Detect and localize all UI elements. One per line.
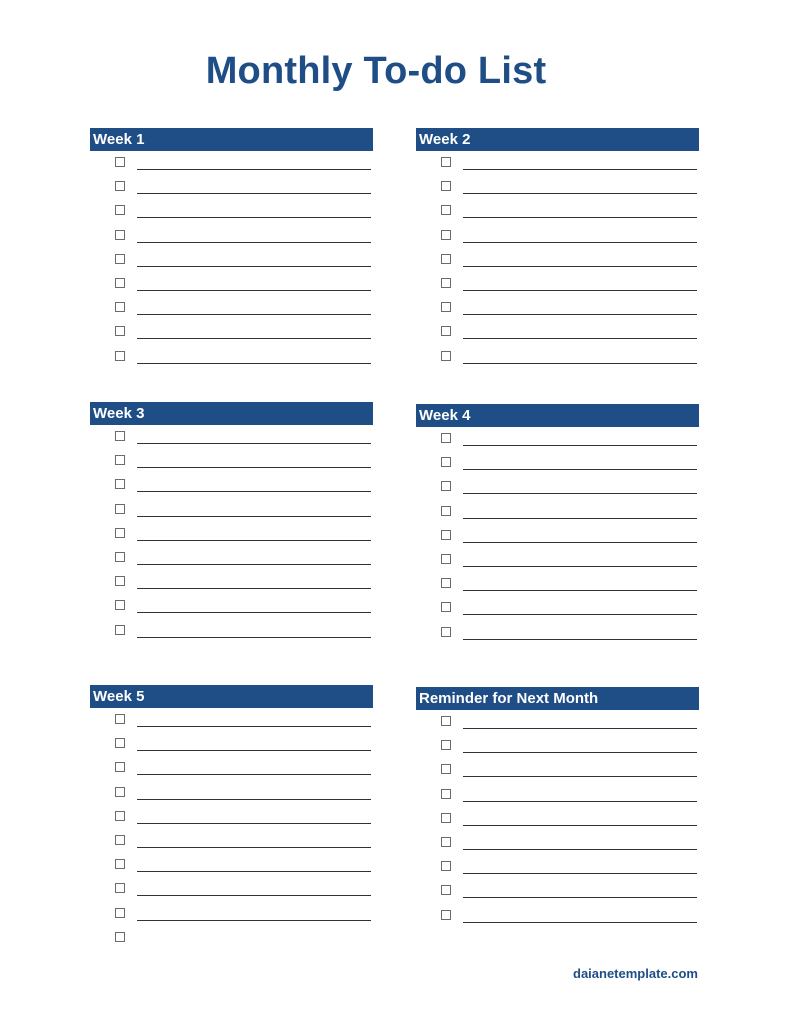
task-line[interactable] [463,873,697,874]
checkbox-icon[interactable] [441,278,451,288]
task-line[interactable] [463,338,697,339]
checkbox-icon[interactable] [115,230,125,240]
task-row [416,320,699,344]
section-week-3 [90,402,373,643]
checkbox-icon[interactable] [441,861,451,871]
task-row [416,621,699,645]
task-list [416,151,699,369]
task-row [90,498,373,522]
checkbox-icon[interactable] [441,885,451,895]
task-row [416,734,699,758]
task-line[interactable] [137,895,371,896]
page-title: Monthly To-do List [205,50,547,92]
checkbox-icon[interactable] [115,205,125,215]
task-line[interactable] [463,776,697,777]
task-line[interactable] [463,518,697,519]
checkbox-icon[interactable] [115,528,125,538]
task-line[interactable] [463,849,697,850]
checkbox-icon[interactable] [115,835,125,845]
checkbox-icon[interactable] [441,740,451,750]
task-row [90,902,373,926]
task-row [90,151,373,175]
task-row [416,451,699,475]
task-row [90,449,373,473]
checkbox-icon[interactable] [441,205,451,215]
checkbox-icon[interactable] [115,431,125,441]
task-row [416,904,699,928]
checkbox-icon[interactable] [441,578,451,588]
task-line[interactable] [463,801,697,802]
section-week-2 [416,128,699,369]
task-line[interactable] [463,897,697,898]
task-line[interactable] [463,363,697,364]
task-row [416,475,699,499]
task-row [416,879,699,903]
checkbox-icon[interactable] [441,789,451,799]
task-line[interactable] [137,242,371,243]
task-row [416,151,699,175]
task-line[interactable] [137,467,371,468]
checkbox-icon[interactable] [115,278,125,288]
checkbox-icon[interactable] [441,481,451,491]
checkbox-icon[interactable] [115,932,125,942]
checkbox-icon[interactable] [115,714,125,724]
task-line[interactable] [137,491,371,492]
checkbox-icon[interactable] [115,455,125,465]
checkbox-icon[interactable] [115,762,125,772]
task-line[interactable] [463,614,697,615]
task-row [90,425,373,449]
checkbox-icon[interactable] [441,627,451,637]
task-line[interactable] [137,588,371,589]
task-row [90,546,373,570]
checkbox-icon[interactable] [441,530,451,540]
checkbox-icon[interactable] [115,787,125,797]
task-line[interactable] [137,637,371,638]
task-row [90,296,373,320]
section-header: Week 1 [90,128,373,151]
task-row [90,345,373,369]
task-row [90,756,373,780]
section-week-4 [416,404,699,645]
task-line[interactable] [463,590,697,591]
task-line[interactable] [463,193,697,194]
checkbox-icon[interactable] [115,908,125,918]
task-row [90,732,373,756]
task-row [90,248,373,272]
checkbox-icon[interactable] [441,716,451,726]
checkbox-icon[interactable] [441,254,451,264]
task-row [416,175,699,199]
task-line[interactable] [137,338,371,339]
task-row [416,807,699,831]
task-line[interactable] [463,469,697,470]
checkbox-icon[interactable] [115,479,125,489]
checkbox-icon[interactable] [115,576,125,586]
task-line[interactable] [137,920,371,921]
task-line[interactable] [463,266,697,267]
task-row [90,272,373,296]
task-row [416,831,699,855]
task-line[interactable] [137,799,371,800]
checkbox-icon[interactable] [115,302,125,312]
task-row [90,522,373,546]
task-line[interactable] [463,728,697,729]
checkbox-icon[interactable] [441,602,451,612]
checkbox-icon[interactable] [115,181,125,191]
checkbox-icon[interactable] [115,504,125,514]
task-row [416,855,699,879]
task-line[interactable] [137,726,371,727]
checkbox-icon[interactable] [115,351,125,361]
task-line[interactable] [463,752,697,753]
task-row [416,783,699,807]
task-line[interactable] [137,871,371,872]
task-list [416,710,699,928]
checkbox-icon[interactable] [441,837,451,847]
task-line[interactable] [463,493,697,494]
task-line[interactable] [137,516,371,517]
task-line[interactable] [463,922,697,923]
task-line[interactable] [463,217,697,218]
task-row [416,596,699,620]
task-list [90,425,373,643]
task-row [90,877,373,901]
checkbox-icon[interactable] [441,457,451,467]
section-header: Week 5 [90,685,373,708]
task-row [416,272,699,296]
task-row [90,320,373,344]
checkbox-icon[interactable] [115,859,125,869]
task-line[interactable] [137,847,371,848]
checkbox-icon[interactable] [441,433,451,443]
task-line[interactable] [137,564,371,565]
task-row [416,345,699,369]
task-line[interactable] [137,217,371,218]
task-line[interactable] [137,266,371,267]
task-row [90,224,373,248]
task-row [416,248,699,272]
task-line[interactable] [463,825,697,826]
task-row [416,524,699,548]
checkbox-icon[interactable] [441,351,451,361]
section-header: Reminder for Next Month [416,687,699,710]
task-row [416,758,699,782]
task-row [90,473,373,497]
task-line[interactable] [463,639,697,640]
task-row [90,853,373,877]
checkbox-icon[interactable] [441,230,451,240]
task-row [416,500,699,524]
task-row [90,199,373,223]
task-line[interactable] [137,314,371,315]
task-line[interactable] [137,443,371,444]
task-list [90,708,373,950]
checkbox-icon[interactable] [115,625,125,635]
checkbox-icon[interactable] [115,326,125,336]
section-week-1 [90,128,373,369]
task-line[interactable] [137,774,371,775]
checkbox-icon[interactable] [441,813,451,823]
task-line[interactable] [137,823,371,824]
checkbox-icon[interactable] [441,157,451,167]
task-row [90,926,373,950]
task-line[interactable] [137,193,371,194]
checkbox-icon[interactable] [441,910,451,920]
checkbox-icon[interactable] [441,506,451,516]
task-line[interactable] [137,750,371,751]
task-line[interactable] [137,540,371,541]
checkbox-icon[interactable] [441,554,451,564]
task-line[interactable] [463,566,697,567]
task-list [416,427,699,645]
task-line[interactable] [463,169,697,170]
checkbox-icon[interactable] [115,600,125,610]
section-week-5 [90,685,373,950]
checkbox-icon[interactable] [115,157,125,167]
task-line[interactable] [463,542,697,543]
task-line[interactable] [463,242,697,243]
task-row [90,619,373,643]
checkbox-icon[interactable] [115,811,125,821]
checkbox-icon[interactable] [441,764,451,774]
section-header: Week 2 [416,128,699,151]
task-line[interactable] [463,290,697,291]
checkbox-icon[interactable] [115,552,125,562]
task-row [416,199,699,223]
task-row [90,594,373,618]
task-row [416,427,699,451]
task-list [90,151,373,369]
task-line[interactable] [137,290,371,291]
task-row [416,224,699,248]
task-row [90,175,373,199]
checkbox-icon[interactable] [115,738,125,748]
task-line[interactable] [137,363,371,364]
section-header: Week 4 [416,404,699,427]
checkbox-icon[interactable] [115,883,125,893]
task-row [416,710,699,734]
checkbox-icon[interactable] [441,326,451,336]
task-line[interactable] [463,445,697,446]
section-header: Week 3 [90,402,373,425]
task-row [416,296,699,320]
task-row [90,829,373,853]
section-reminder-next-month [416,687,699,928]
task-row [90,781,373,805]
checkbox-icon[interactable] [441,302,451,312]
task-row [90,708,373,732]
checkbox-icon[interactable] [115,254,125,264]
task-row [416,548,699,572]
task-row [90,570,373,594]
task-row [90,805,373,829]
task-line[interactable] [137,169,371,170]
footer-website: daianetemplate.com [573,966,698,981]
task-line[interactable] [137,612,371,613]
task-row [416,572,699,596]
checkbox-icon[interactable] [441,181,451,191]
task-line[interactable] [463,314,697,315]
